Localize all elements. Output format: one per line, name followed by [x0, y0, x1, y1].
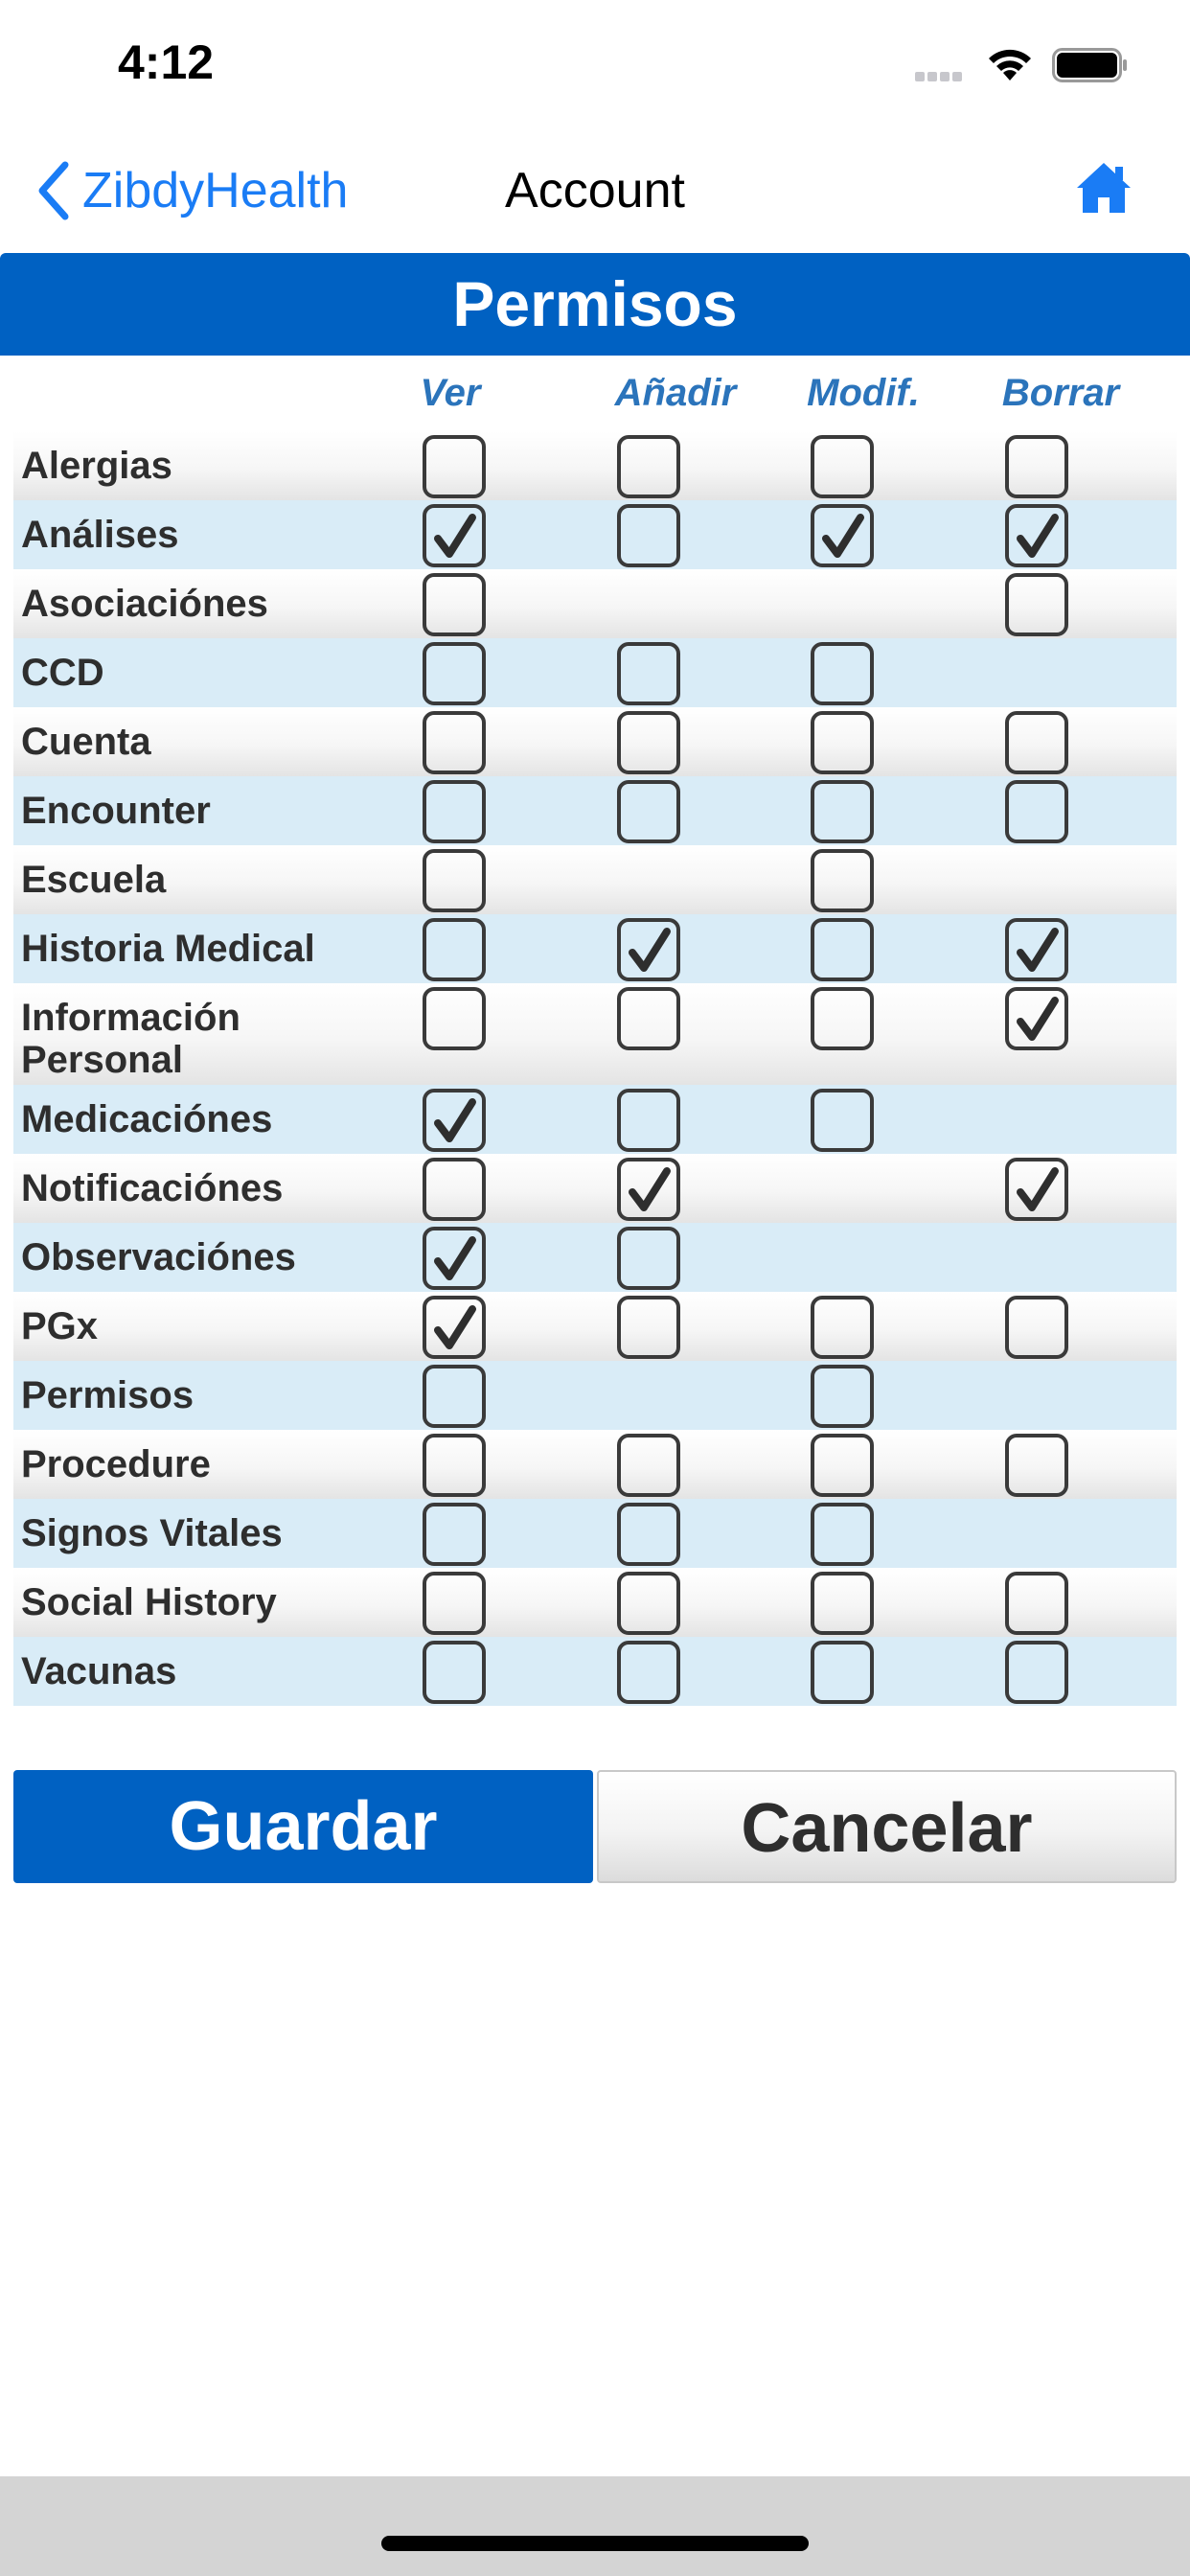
permission-checkbox-borrar[interactable] — [1005, 711, 1068, 774]
checkmark-icon — [1015, 995, 1061, 1045]
permission-checkbox-aadir[interactable] — [617, 1089, 680, 1152]
permissions-header: Permisos — [0, 253, 1190, 356]
permission-row-label: Encounter — [21, 790, 211, 832]
column-header-modif: Modif. — [807, 372, 920, 414]
cancel-button[interactable]: Cancelar — [597, 1770, 1177, 1883]
status-bar — [0, 0, 1190, 126]
permission-checkbox-ver[interactable] — [423, 1089, 486, 1152]
permission-checkbox-modif[interactable] — [811, 1434, 874, 1497]
permission-row — [13, 569, 1177, 638]
home-indicator[interactable] — [381, 2536, 809, 2551]
page-title: Account — [505, 163, 685, 218]
permission-row-label: CCD — [21, 652, 104, 694]
permission-row-label: Notificaciónes — [21, 1167, 284, 1209]
wifi-icon — [985, 46, 1035, 82]
permission-row — [13, 1568, 1177, 1637]
permission-row — [13, 776, 1177, 845]
checkmark-icon — [432, 1234, 478, 1284]
permission-checkbox-ver[interactable] — [423, 1572, 486, 1635]
permission-checkbox-borrar[interactable] — [1005, 987, 1068, 1050]
checkmark-icon — [432, 1096, 478, 1146]
permission-row-label: Información Personal — [21, 997, 240, 1081]
permission-row-label: Social History — [21, 1581, 277, 1623]
permission-checkbox-ver[interactable] — [423, 1365, 486, 1428]
permission-row-label: PGx — [21, 1305, 99, 1347]
permission-checkbox-ver[interactable] — [423, 711, 486, 774]
permission-checkbox-ver[interactable] — [423, 849, 486, 912]
permission-checkbox-ver[interactable] — [423, 573, 486, 636]
permission-checkbox-aadir[interactable] — [617, 1158, 680, 1221]
permission-checkbox-modif[interactable] — [811, 1503, 874, 1566]
permission-row-label: Signos Vitales — [21, 1512, 283, 1554]
permission-checkbox-borrar[interactable] — [1005, 573, 1068, 636]
bottom-bar — [0, 2476, 1190, 2576]
permission-row — [13, 500, 1177, 569]
permission-row — [13, 1499, 1177, 1568]
permission-checkbox-modif[interactable] — [811, 711, 874, 774]
permission-row — [13, 707, 1177, 776]
permission-checkbox-aadir[interactable] — [617, 1572, 680, 1635]
checkmark-icon — [820, 512, 866, 562]
permission-checkbox-ver[interactable] — [423, 1503, 486, 1566]
permission-checkbox-borrar[interactable] — [1005, 1434, 1068, 1497]
permission-checkbox-modif[interactable] — [811, 918, 874, 981]
permission-checkbox-ver[interactable] — [423, 780, 486, 843]
checkmark-icon — [1015, 926, 1061, 976]
permission-checkbox-aadir[interactable] — [617, 1296, 680, 1359]
permission-row-label: Procedure — [21, 1443, 211, 1485]
permission-row-label: Vacunas — [21, 1650, 177, 1692]
chevron-left-icon — [34, 161, 73, 220]
permission-checkbox-modif[interactable] — [811, 987, 874, 1050]
permission-checkbox-ver[interactable] — [423, 642, 486, 705]
permission-row-label: Cuenta — [21, 721, 151, 763]
permission-checkbox-ver[interactable] — [423, 1158, 486, 1221]
permission-checkbox-modif[interactable] — [811, 642, 874, 705]
column-header-borrar: Borrar — [1001, 372, 1120, 414]
permission-checkbox-ver[interactable] — [423, 504, 486, 567]
permission-checkbox-aadir[interactable] — [617, 435, 680, 498]
permission-checkbox-ver[interactable] — [423, 1434, 486, 1497]
battery-icon — [1052, 48, 1129, 82]
checkmark-icon — [432, 1303, 478, 1353]
permission-checkbox-borrar[interactable] — [1005, 435, 1068, 498]
permission-row-label: Asociaciónes — [21, 583, 268, 625]
permission-row — [13, 914, 1177, 983]
permission-checkbox-modif[interactable] — [811, 849, 874, 912]
permission-checkbox-modif[interactable] — [811, 1365, 874, 1428]
checkmark-icon — [627, 926, 673, 976]
permission-checkbox-aadir[interactable] — [617, 504, 680, 567]
navigation-bar — [0, 144, 1190, 249]
permission-checkbox-borrar[interactable] — [1005, 1572, 1068, 1635]
permission-checkbox-modif[interactable] — [811, 1641, 874, 1704]
permission-row-label: Alergias — [21, 445, 172, 487]
permission-checkbox-modif[interactable] — [811, 1296, 874, 1359]
permission-checkbox-modif[interactable] — [811, 504, 874, 567]
checkmark-icon — [432, 512, 478, 562]
permission-row — [13, 1154, 1177, 1223]
permission-row — [13, 638, 1177, 707]
permission-checkbox-borrar[interactable] — [1005, 1158, 1068, 1221]
permission-row-label: Medicaciónes — [21, 1098, 273, 1140]
permission-checkbox-ver[interactable] — [423, 1296, 486, 1359]
permission-row — [13, 1361, 1177, 1430]
permission-row — [13, 1085, 1177, 1154]
back-button[interactable] — [34, 157, 348, 224]
permission-checkbox-borrar[interactable] — [1005, 1641, 1068, 1704]
permission-checkbox-aadir[interactable] — [617, 987, 680, 1050]
permission-checkbox-modif[interactable] — [811, 780, 874, 843]
permission-checkbox-aadir[interactable] — [617, 1227, 680, 1290]
status-time: 4:12 — [118, 35, 215, 89]
column-headers — [0, 364, 1190, 426]
cellular-signal-icon — [915, 69, 965, 86]
permission-checkbox-borrar[interactable] — [1005, 780, 1068, 843]
back-button-label: ZibdyHealth — [82, 163, 349, 218]
permission-checkbox-aadir[interactable] — [617, 711, 680, 774]
home-icon[interactable] — [1073, 157, 1134, 218]
permission-checkbox-aadir[interactable] — [617, 1503, 680, 1566]
permission-checkbox-aadir[interactable] — [617, 918, 680, 981]
checkmark-icon — [1015, 1165, 1061, 1215]
permission-row-label: Permisos — [21, 1374, 195, 1416]
permission-row — [13, 1637, 1177, 1706]
permission-checkbox-aadir[interactable] — [617, 1434, 680, 1497]
permission-row — [13, 431, 1177, 500]
permission-checkbox-aadir[interactable] — [617, 1641, 680, 1704]
permission-row — [13, 845, 1177, 914]
permission-row — [13, 1430, 1177, 1499]
checkmark-icon — [627, 1165, 673, 1215]
permission-checkbox-modif[interactable] — [811, 1089, 874, 1152]
permission-row-label: Análises — [21, 514, 179, 556]
permission-row-label: Historia Medical — [21, 928, 315, 970]
permission-checkbox-borrar[interactable] — [1005, 918, 1068, 981]
permission-checkbox-ver[interactable] — [423, 1641, 486, 1704]
permission-checkbox-aadir[interactable] — [617, 642, 680, 705]
permission-checkbox-borrar[interactable] — [1005, 1296, 1068, 1359]
permission-checkbox-ver[interactable] — [423, 1227, 486, 1290]
checkmark-icon — [1015, 512, 1061, 562]
permission-checkbox-modif[interactable] — [811, 1572, 874, 1635]
permission-checkbox-modif[interactable] — [811, 435, 874, 498]
permission-row — [13, 1223, 1177, 1292]
permissions-table — [13, 431, 1177, 1706]
column-header-ver: Ver — [420, 372, 481, 414]
permission-checkbox-ver[interactable] — [423, 918, 486, 981]
save-button[interactable]: Guardar — [13, 1770, 593, 1883]
permission-row — [13, 1292, 1177, 1361]
permission-row-label: Escuela — [21, 859, 167, 901]
permission-checkbox-borrar[interactable] — [1005, 504, 1068, 567]
permission-row-label: Observaciónes — [21, 1236, 296, 1278]
permission-checkbox-aadir[interactable] — [617, 780, 680, 843]
permission-checkbox-ver[interactable] — [423, 987, 486, 1050]
column-header-anadir: Añadir — [614, 372, 737, 414]
permission-row — [13, 983, 1177, 1085]
permission-checkbox-ver[interactable] — [423, 435, 486, 498]
